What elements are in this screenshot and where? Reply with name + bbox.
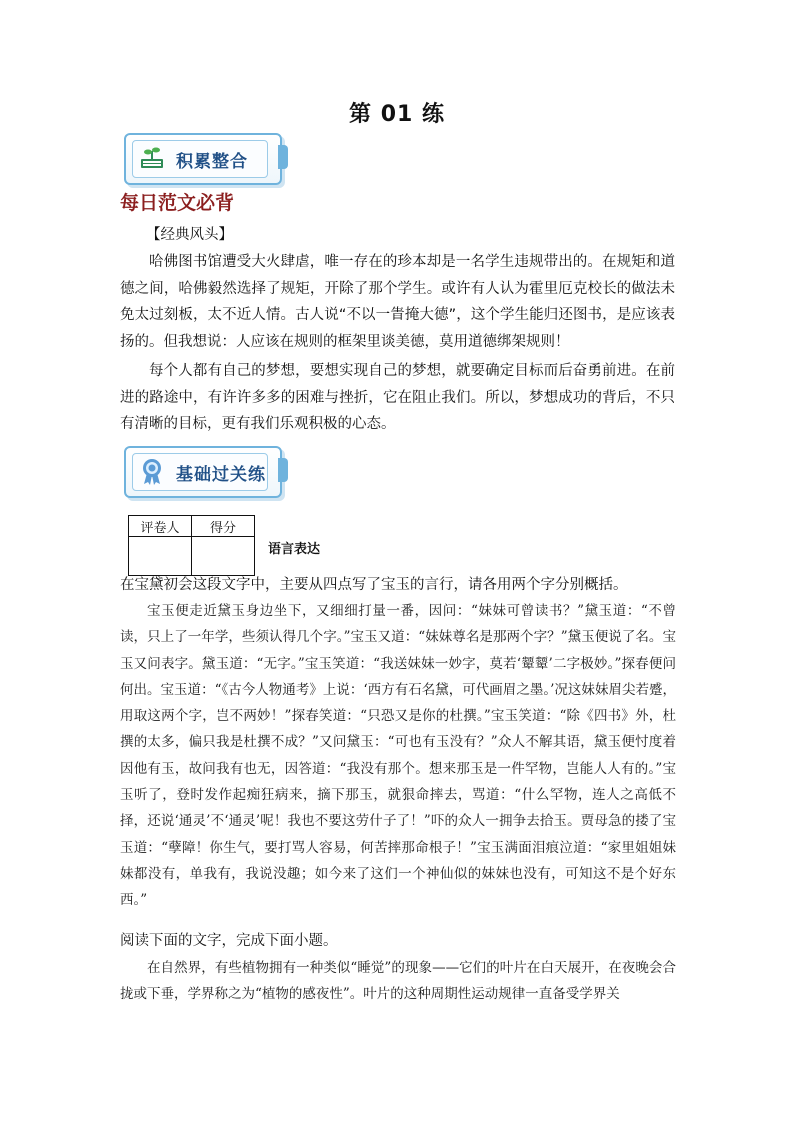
- essay-paragraph-2: 每个人都有自己的梦想，要想实现自己的梦想，就要确定目标而后奋勇前进。在前进的路途中，有许许多多的困难与挫折，它在阻止我们。所以，梦想成功的背后，不只有清晰的目标，更有我们乐观积极的心态。: [120, 363, 675, 432]
- page-title: 第 01 练: [349, 102, 445, 127]
- section-badge-basic-practice: [124, 446, 282, 498]
- medal-icon: [138, 457, 166, 485]
- essay-paragraph-1: 哈佛图书馆遭受大火肆虐，唯一存在的珍本却是一名学生违规带出的。在规矩和道德之间，哈佛毅然选择了规矩，开除了那个学生。或许有人认为霍里厄克校长的做法未免太过刻板，太不近人情。古人说“不以一眚掩大德”，这个学生能归还图书，是应该表扬的。但我想说：人应该在规则的框架里谈美德，莫用道德绑架规则！: [120, 254, 675, 350]
- question-2-prompt: 阅读下面的文字，完成下面小题。: [120, 933, 338, 949]
- excerpt-passage: 宝玉便走近黛玉身边坐下，又细细打量一番，因问：“妹妹可曾读书？”黛玉道：“不曾读，只上了一年学，些须认得几个字。”宝玉又道：“妹妹尊名是那两个字？”黛玉便说了名。宝玉又问表字。黛玉道：“无字。”宝玉笑道：“我送妹妹一妙字，莫若‘颦颦’二字极妙。”探春便问何出。宝玉道：“《古今人物通考》上说：‘西方有石名黛，可代画眉之墨。’况这妹妹眉尖若蹙，用取这两个字，岂不两妙！”探春笑道：“只恐又是你的杜撰。”宝玉笑道：“除《四书》外，杜撰的太多，偏只我是杜撰不成？”又问黛玉：“可也有玉没有？”众人不解其语，黛玉便忖度着因他有玉，故问我有也无，因答道：“我没有那个。想来那玉是一件罕物，岂能人人有的。”宝玉听了，登时发作起痴狂病来，摘下那玉，就狠命摔去，骂道：“什么罕物，连人之高低不择，还说‘通灵’不‘通灵’呢！我也不要这劳什子了！”吓的众人一拥争去拾玉。贾母急的搂了宝玉道：“孽障！你生气，要打骂人容易，何苦摔那命根子！”宝玉满面泪痕泣道：“家里姐姐妹妹都没有，单我有，我说没趣；如今来了这们一个神仙似的妹妹也没有，可知这不是个好东西。”: [120, 603, 676, 909]
- grader-cell[interactable]: [129, 537, 192, 576]
- reading-passage: 在自然界，有些植物拥有一种类似“睡觉”的现象——它们的叶片在白天展开，在夜晚会合拢或下垂，学界称之为“植物的感夜性”。叶片的这种周期性运动规律一直备受学界关: [120, 960, 676, 1003]
- section-badge-accumulation: [124, 133, 282, 185]
- score-header: 得分: [192, 516, 255, 537]
- grader-header: 评卷人: [129, 516, 192, 537]
- badge-label: 积累整合: [176, 152, 248, 172]
- question-1-prompt: 在宝黛初会这段文字中，主要从四点写了宝玉的言行，请各用两个字分别概括。: [120, 577, 628, 593]
- score-cell[interactable]: [192, 537, 255, 576]
- classic-tag: 【经典风头】: [146, 227, 233, 243]
- badge-label: 基础过关练: [176, 465, 266, 485]
- section-heading: 每日范文必背: [120, 192, 235, 214]
- score-table: [128, 515, 255, 576]
- question-type-heading: 语言表达: [268, 542, 321, 557]
- book-sprout-icon: [138, 144, 166, 172]
